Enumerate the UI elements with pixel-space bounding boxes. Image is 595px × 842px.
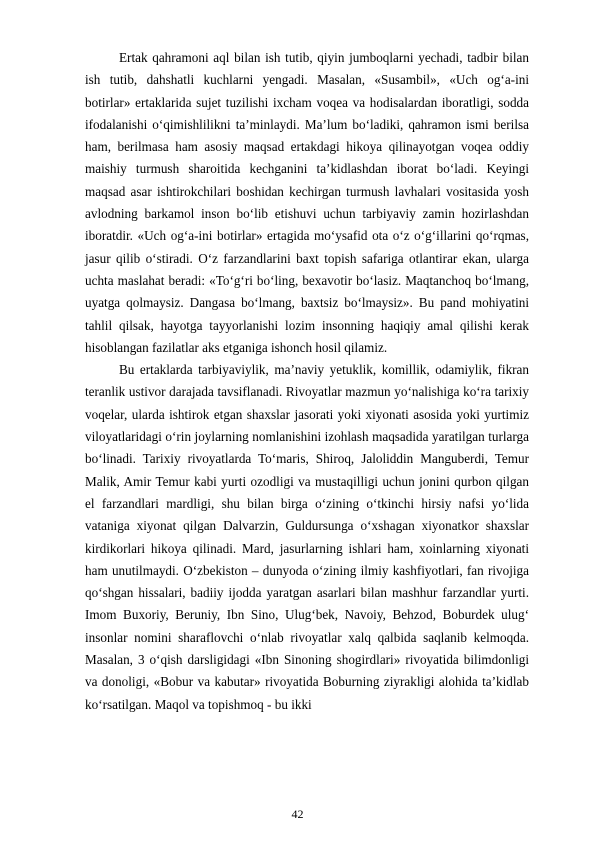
paragraph-1: Ertak qahramoni aql bilan ish tutib, qiyin jumboqlarni yechadi, tadbir bilan ish tutib, dahshatli kuchlarni yengadi. Masalan, «Susambil», «Uch og‘a-ini botirlar» ertaklarida sujet tuzilishi ixcham voqea va hodisalardan iboratligi, sodda ifodalanishi o‘qimishlilikni ta’minlaydi. Ma’lum bo‘ladiki, qahramon ismi berilsa ham, berilmasa ham asosiy maqsad ertakdagi hikoya qilinayotgan voqea oddiy maishiy turmush sharoitida kechganini ta’kidlashdan iborat bo‘ladi. Keyingi maqsad asar ishtirokchilari boshidan kechirgan turmush lavhalari vositasida yosh avlodning barkamol inson bo‘lib etishuvi uchun tarbiyaviy zamin hozirlashdan iboratdir. «Uch og‘a-ini botirlar» ertagida mo‘ysafid ota o‘z o‘g‘illarini qo‘rqmas, jasur qilib o‘stiradi. O‘z farzandlarini baxt topish safariga otlantirar ekan, ularga uchta maslahat beradi: «To‘g‘ri bo‘ling, bexavotir bo‘lasiz. Maqtanchoq bo‘lmang, uyatga qolmaysiz. Dangasa bo‘lmang, baxtsiz bo‘lmaysiz». Bu pand mohiyatini tahlil qilsak, hayotga tayyorlanishi lozim insonning haqiqiy amal qilishi kerak hisoblangan fazilatlar aks etganiga ishonch hosil qilamiz. — [85, 50, 529, 355]
paragraph-2: Bu ertaklarda tarbiyaviylik, ma’naviy yetuklik, komillik, odamiylik, fikran teranlik ustivor darajada tavsiflanadi. Rivoyatlar mazmun yo‘nalishiga ko‘ra tarixiy voqelar, ularda ishtirok etgan shaxslar jasorati yoki xiyonati asosida yoki yurtimiz viloyatlaridagi o‘rin joylarning nomlanishini izohlash maqsadida yaratilgan turlarga bo‘linadi. Tarixiy rivoyatlarda To‘maris, Shiroq, Jaloliddin Manguberdi, Temur Malik, Amir Temur kabi yurti ozodligi va mustaqilligi uchun jonini qurbon qilgan el farzandlari mardligi, shu bilan birga o‘zining o‘tkinchi hirsiy nafsi yo‘lida vataniga xiyonat qilgan Dalvarzin, Guldursunga o‘xshagan xiyonatkor shaxslar kirdikorlari hikoya qilinadi. Mard, jasurlarning ishlari ham, xoinlarning xiyonati ham unutilmaydi. O‘zbekiston – dunyoda o‘zining ilmiy kashfiyotlari, fan rivojiga qo‘shgan hissalari, badiiy ijodda yaratgan asarlari bilan mashhur farzandlar yurti. Imom Buxoriy, Beruniy, Ibn Sino, Ulug‘bek, Navoiy, Behzod, Boburdek ulug‘ insonlar nomini sharaflovchi o‘nlab rivoyatlar xalq qalbida saqlanib kelmoqda. Masalan, 3 o‘qish darsligidagi «Ibn Sinoning shogirdlari» rivoyatida bilimdonligi va donoligi, «Bobur va kabutar» rivoyatida Boburning ziyrakligi alohida ta’kidlab ko‘rsatilgan. Maqol va topishmoq - bu ikki — [85, 362, 529, 712]
page-number: 42 — [291, 807, 304, 821]
body-text — [85, 47, 529, 716]
